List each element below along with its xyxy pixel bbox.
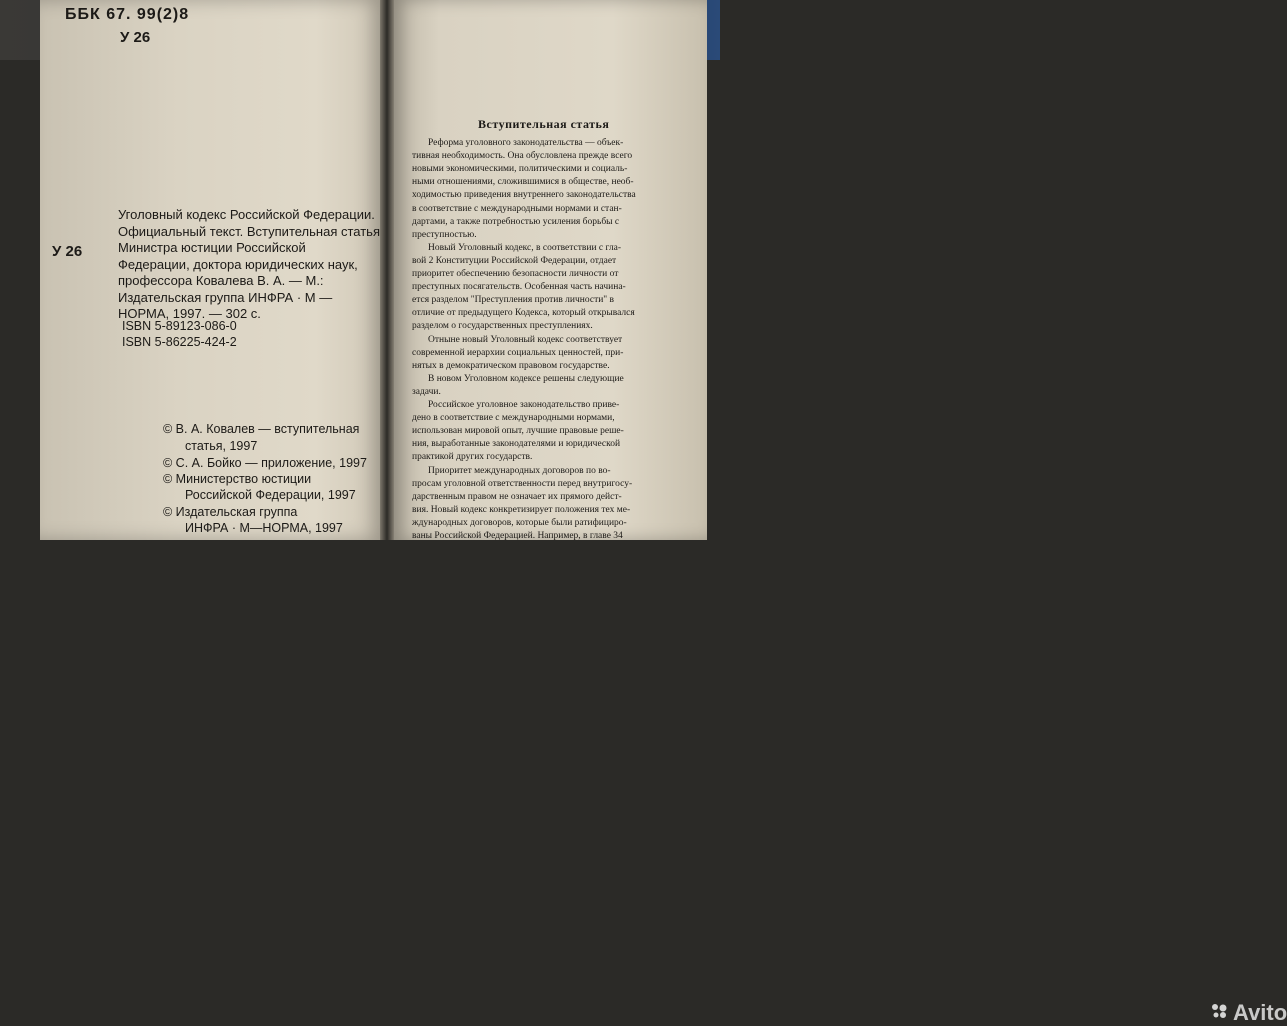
article-line: преступностью.	[412, 229, 477, 240]
article-title: Вступительная статья	[478, 117, 610, 131]
article-line: дартами, а также потребностью усиления борьбы с	[412, 216, 620, 227]
copyright-line: © Министерство юстиции	[163, 472, 312, 486]
article-line: современной иерархии социальных ценностей, при-	[412, 347, 624, 358]
bbk-code: ББК 67. 99(2)8	[65, 6, 190, 23]
article-line: разделом о государственных преступлениях.	[412, 321, 593, 332]
article-line: преступных посягательств. Особенная часть начина-	[412, 282, 626, 293]
article-line: использован мировой опыт, лучшие правовые реше-	[412, 426, 624, 437]
avito-logo-icon	[1211, 1003, 1227, 1019]
article-line: новыми экономическими, политическими и социаль-	[412, 164, 628, 175]
copyright-line: © Издательская группа	[163, 505, 298, 519]
copyright-line: ИНФРА · М—НОРМА, 1997	[185, 521, 343, 535]
isbn-2: ISBN 5-86225-424-2	[122, 335, 237, 349]
article-line: в соответствие с международными нормами и стан-	[412, 203, 622, 214]
article-line: Российское уголовное законодательство приве-	[428, 400, 620, 410]
watermark-text: Avito	[1233, 1000, 1287, 1025]
copyright-line: © В. А. Ковалев — вступительная	[163, 422, 360, 436]
article-line: ждународных договоров, которые были ратифициро-	[412, 517, 627, 528]
article-line: вия. Новый кодекс конкретизирует положения тех ме-	[412, 504, 631, 515]
article-line: задачи.	[412, 386, 441, 397]
copyright-line: статья, 1997	[185, 439, 258, 453]
isbn-1: ISBN 5-89123-086-0	[122, 319, 237, 333]
author-code: У 26	[120, 29, 151, 46]
article-line: нятых в демократическом правовом государстве.	[412, 360, 610, 371]
book-spine	[380, 0, 394, 540]
article-line: ными отношениями, сложившимися в обществе, необ-	[412, 177, 634, 188]
article-line: приоритет обеспечению безопасности личности от	[412, 269, 619, 279]
article-line: ния, выработанные законодателями и юридической	[412, 439, 621, 450]
article-line: Приоритет международных договоров по во-	[428, 465, 611, 476]
article-line: дено в соответствие с международными нормами,	[412, 413, 615, 424]
article-line: В новом Уголовном кодексе решены следующие	[428, 373, 624, 384]
copyright-line: Российской Федерации, 1997	[185, 488, 356, 502]
article-line: просам уголовной ответственности перед внутригосу-	[412, 478, 633, 489]
article-line: вой 2 Конституции Российской Федерации, отдает	[412, 255, 617, 266]
article-line: Реформа уголовного законодательства — объек-	[428, 138, 624, 148]
article-line: тивная необходимость. Она обусловлена прежде всего	[412, 151, 633, 162]
side-code: У 26	[52, 243, 83, 260]
bibliographic-description: Уголовный кодекс Российской Федерации. Официальный текст. Вступительная статья Министра юстиции Российской Федерации, доктора юридических наук, профессора Ковалева В. А. — М.: Издательская группа ИНФРА · М — НОРМА, 1997. — 302 с.	[118, 207, 380, 321]
article-line: Новый Уголовный кодекс, в соответствии с гла-	[428, 242, 622, 253]
article-line: дарственным правом не означает их прямого дейст-	[412, 491, 622, 502]
article-line: Отныне новый Уголовный кодекс соответствует	[428, 334, 623, 345]
article-line: ходимостью приведения внутреннего законодательства	[412, 190, 636, 201]
copyright-line: © С. А. Бойко — приложение, 1997	[163, 456, 367, 470]
article-line: отличие от предыдущего Кодекса, который открывался	[412, 308, 635, 319]
article-line: ется разделом "Преступления против личности" в	[412, 295, 615, 306]
article-line: ваны Российской Федерацией. Например, в главе 34	[412, 531, 623, 541]
article-line: практикой других государств.	[412, 452, 533, 463]
